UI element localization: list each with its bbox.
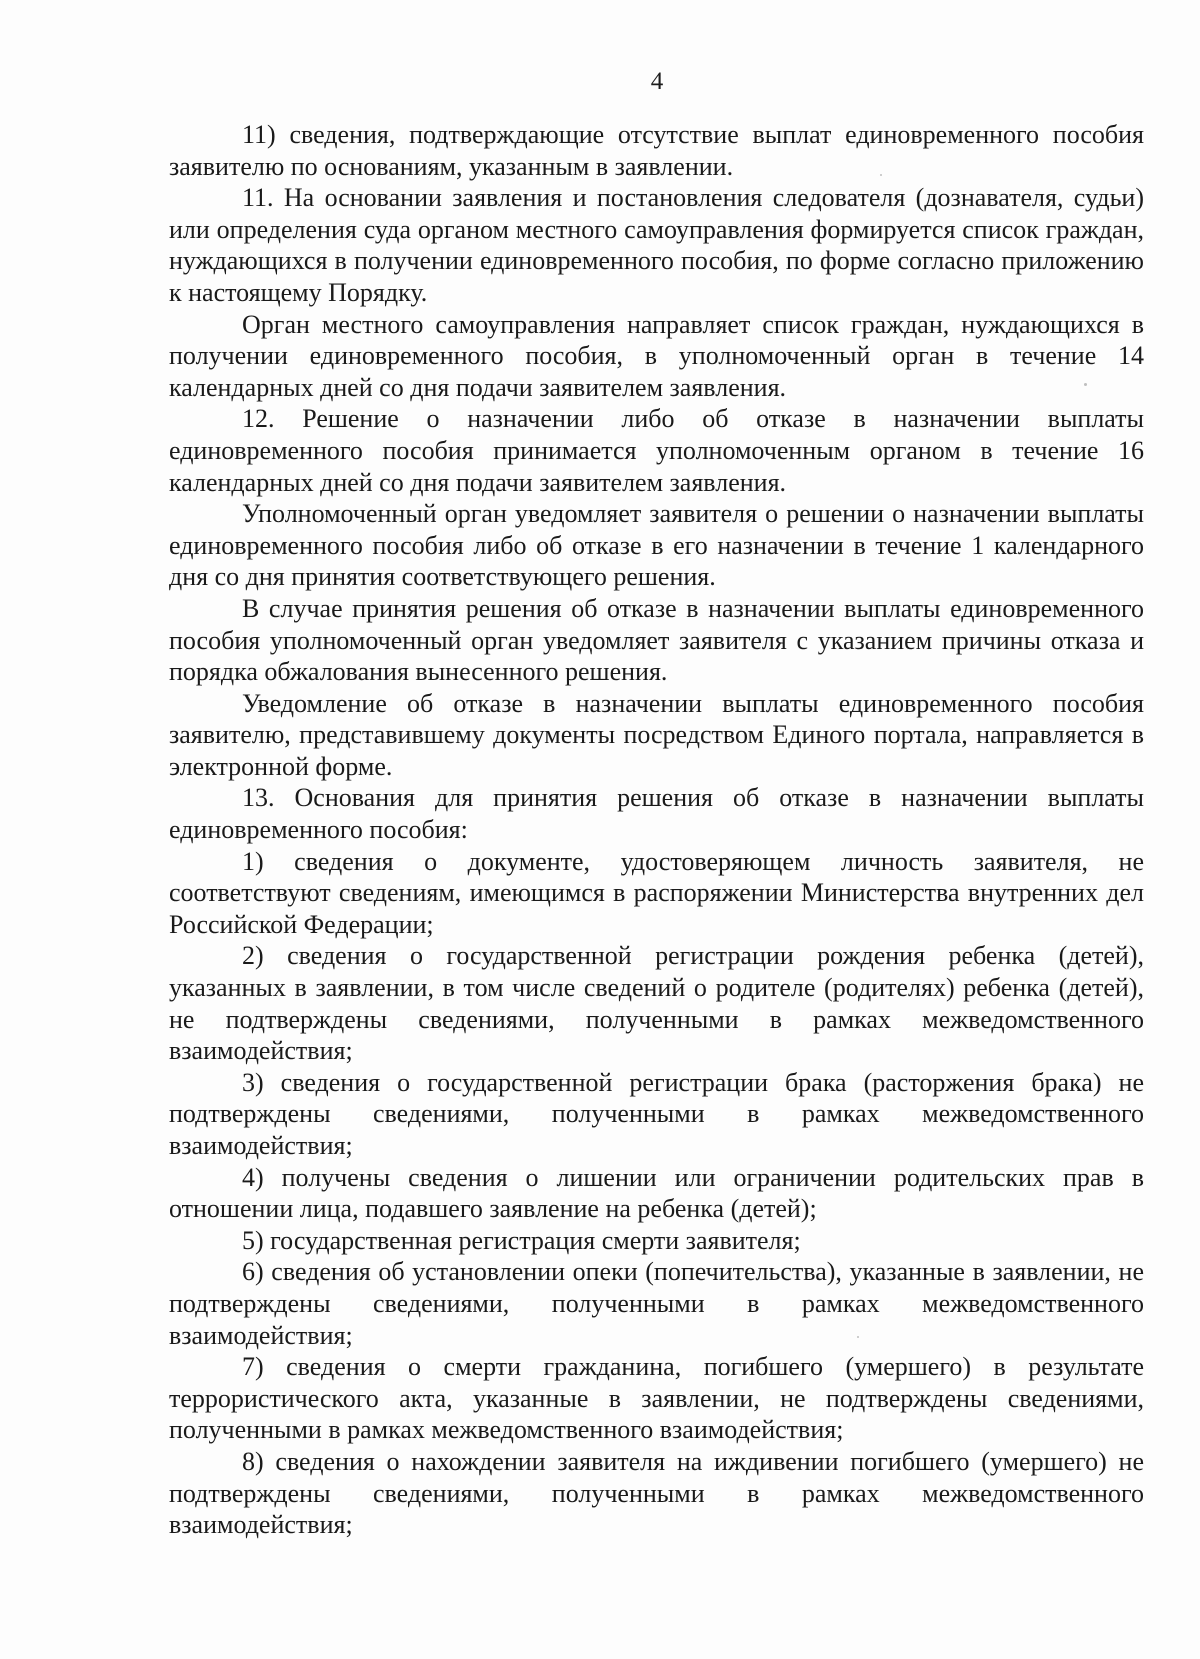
- paragraph: Уполномоченный орган уведомляет заявителя о решении о назначении выплаты единовременного пособия либо об отказе в его назначении в течение 1 календарного дня со дня принятия соответствующего решения.: [169, 499, 1144, 592]
- list-item: 3) сведения о государственной регистрации брака (расторжения брака) не подтверждены сведениями, полученными в рамках межведомственного взаимодействия;: [169, 1067, 1144, 1160]
- paragraph: Орган местного самоуправления направляет список граждан, нуждающихся в получении единовременного пособия, в уполномоченный орган в течение 14 календарных дней со дня подачи заявителем заявления.: [169, 309, 1144, 402]
- list-item: 1) сведения о документе, удостоверяющем личность заявителя, не соответствуют сведениям, имеющимся в распоряжении Министерства внутренних дел Российской Федерации;: [169, 846, 1144, 939]
- document-body: [169, 119, 1144, 1541]
- scan-speck: [880, 174, 882, 176]
- list-item: 5) государственная регистрация смерти заявителя;: [242, 1225, 801, 1255]
- list-item: 4) получены сведения о лишении или ограничении родительских прав в отношении лица, подавшего заявление на ребенка (детей);: [169, 1162, 1144, 1224]
- list-item: 7) сведения о смерти гражданина, погибшего (умершего) в результате террористического акта, указанные в заявлении, не подтверждены сведениями, полученными в рамках межведомственного взаимодействия;: [169, 1352, 1144, 1445]
- list-item: 2) сведения о государственной регистрации рождения ребенка (детей), указанных в заявлении, в том числе сведений о родителе (родителях) ребенка (детей), не подтверждены сведениями, полученными в рамках межведомственного взаимодействия;: [169, 941, 1144, 1066]
- paragraph: 11) сведения, подтверждающие отсутствие выплат единовременного пособия заявителю по основаниям, указанным в заявлении.: [169, 120, 1144, 181]
- page-number: 4: [650, 68, 664, 95]
- paragraph: В случае принятия решения об отказе в назначении выплаты единовременного пособия уполномоченный орган уведомляет заявителя с указанием причины отказа и порядка обжалования вынесенного решения.: [169, 593, 1144, 687]
- paragraph: Уведомление об отказе в назначении выплаты единовременного пособия заявителю, представившему документы посредством Единого портала, направляется в электронной форме.: [169, 688, 1144, 781]
- paragraph: 12. Решение о назначении либо об отказе в назначении выплаты единовременного пособия принимается уполномоченным органом в течение 16 календарных дней со дня подачи заявителем заявления.: [169, 404, 1144, 497]
- list-item: 6) сведения об установлении опеки (попечительства), указанные в заявлении, не подтверждены сведениями, полученными в рамках межведомственного взаимодействия;: [169, 1257, 1144, 1350]
- scan-speck: [857, 1336, 859, 1338]
- scan-speck: [1084, 383, 1087, 386]
- paragraph: 13. Основания для принятия решения об отказе в назначении выплаты единовременного пособия:: [169, 783, 1144, 845]
- paragraph: 11. На основании заявления и постановления следователя (дознавателя, судьи) или определения суда органом местного самоуправления формируется список граждан, нуждающихся в получении единовременного пособия, по форме согласно приложению к настоящему Порядку.: [169, 183, 1144, 307]
- list-item: 8) сведения о нахождении заявителя на иждивении погибшего (умершего) не подтверждены сведениями, полученными в рамках межведомственного взаимодействия;: [169, 1446, 1144, 1540]
